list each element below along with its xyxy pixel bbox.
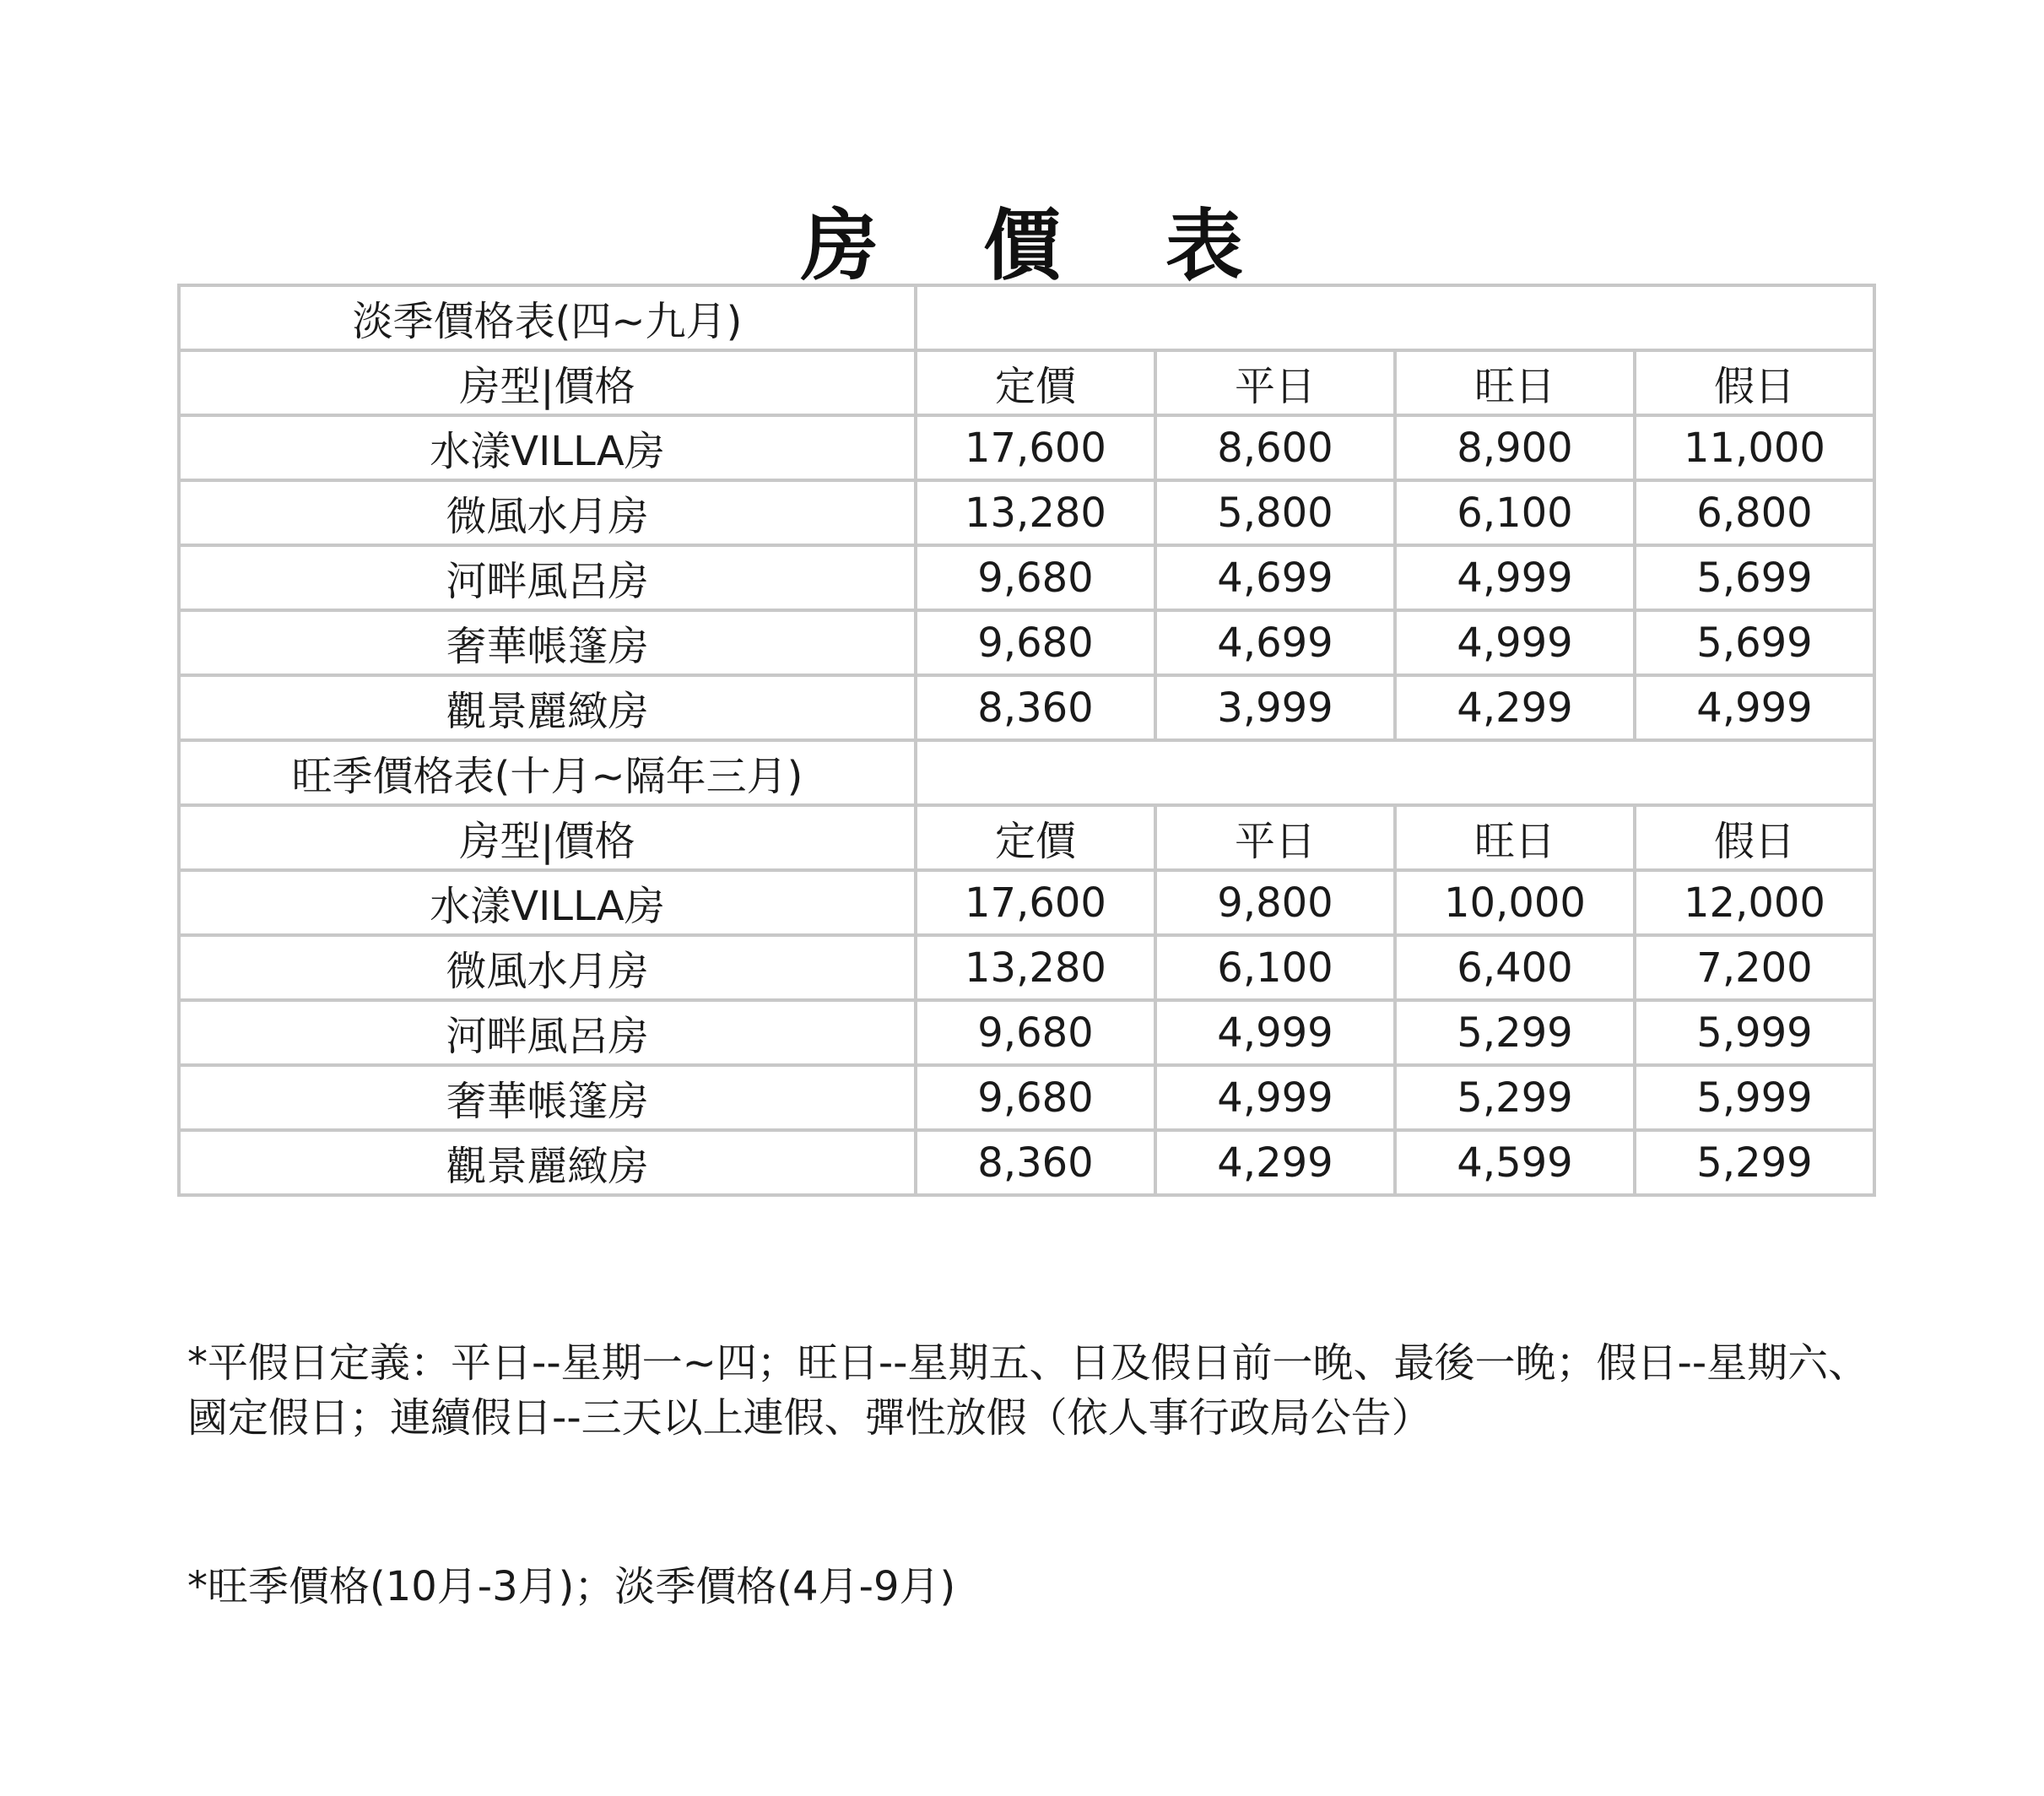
list-price: 13,280 — [916, 935, 1155, 1000]
weekday-price: 4,299 — [1155, 1130, 1395, 1195]
holiday-price: 7,200 — [1635, 935, 1874, 1000]
season-heading: 淡季價格表(四~九月) — [179, 285, 916, 350]
header-weekday: 平日 — [1155, 350, 1395, 415]
room-name: 奢華帳篷房 — [179, 610, 916, 675]
table-row — [179, 1130, 1874, 1195]
holiday-price: 5,299 — [1635, 1130, 1874, 1195]
table-row — [179, 675, 1874, 740]
table-row — [179, 1065, 1874, 1130]
weekday-price: 4,999 — [1155, 1065, 1395, 1130]
peak-day-price: 4,299 — [1395, 675, 1635, 740]
weekday-price: 4,699 — [1155, 610, 1395, 675]
header-list-price: 定價 — [916, 805, 1155, 870]
page-title: 房 價 表 — [800, 201, 1283, 291]
table-row — [179, 1000, 1874, 1065]
holiday-price: 6,800 — [1635, 480, 1874, 545]
list-price: 9,680 — [916, 1065, 1155, 1130]
price-table — [177, 284, 1876, 1197]
column-header-row — [179, 350, 1874, 415]
season-heading-blank — [916, 740, 1874, 805]
weekday-price: 6,100 — [1155, 935, 1395, 1000]
table-row — [179, 415, 1874, 480]
room-name: 觀景麗緻房 — [179, 675, 916, 740]
table-row — [179, 870, 1874, 935]
holiday-price: 5,699 — [1635, 610, 1874, 675]
table-row — [179, 545, 1874, 610]
season-heading-row — [179, 740, 1874, 805]
header-holiday: 假日 — [1635, 805, 1874, 870]
season-heading-blank — [916, 285, 1874, 350]
list-price: 8,360 — [916, 1130, 1155, 1195]
peak-day-price: 6,100 — [1395, 480, 1635, 545]
weekday-price: 3,999 — [1155, 675, 1395, 740]
holiday-price: 11,000 — [1635, 415, 1874, 480]
room-name: 觀景麗緻房 — [179, 1130, 916, 1195]
peak-day-price: 4,999 — [1395, 545, 1635, 610]
season-heading: 旺季價格表(十月~隔年三月) — [179, 740, 916, 805]
peak-day-price: 8,900 — [1395, 415, 1635, 480]
list-price: 13,280 — [916, 480, 1155, 545]
weekday-price: 5,800 — [1155, 480, 1395, 545]
room-name: 微風水月房 — [179, 480, 916, 545]
holiday-price: 5,699 — [1635, 545, 1874, 610]
holiday-price: 5,999 — [1635, 1065, 1874, 1130]
room-name: 水漾VILLA房 — [179, 415, 916, 480]
header-peak-day: 旺日 — [1395, 350, 1635, 415]
holiday-price: 4,999 — [1635, 675, 1874, 740]
note-season-months: *旺季價格(10月-3月)；淡季價格(4月-9月) — [187, 1563, 956, 1610]
list-price: 17,600 — [916, 415, 1155, 480]
header-holiday: 假日 — [1635, 350, 1874, 415]
season-heading-row — [179, 285, 1874, 350]
holiday-price: 12,000 — [1635, 870, 1874, 935]
list-price: 9,680 — [916, 1000, 1155, 1065]
room-name: 奢華帳篷房 — [179, 1065, 916, 1130]
peak-day-price: 6,400 — [1395, 935, 1635, 1000]
peak-day-price: 4,999 — [1395, 610, 1635, 675]
peak-day-price: 5,299 — [1395, 1000, 1635, 1065]
table-row — [179, 935, 1874, 1000]
header-room-type: 房型|價格 — [179, 805, 916, 870]
header-list-price: 定價 — [916, 350, 1155, 415]
peak-day-price: 4,599 — [1395, 1130, 1635, 1195]
header-weekday: 平日 — [1155, 805, 1395, 870]
room-name: 河畔風呂房 — [179, 1000, 916, 1065]
list-price: 9,680 — [916, 610, 1155, 675]
note-day-definition: *平假日定義：平日--星期一~四；旺日--星期五、日及假日前一晚、最後一晚；假日--星期六、國定假日；連續假日--三天以上連假、彈性放假（依人事行政局公告） — [187, 1339, 1869, 1442]
room-name: 河畔風呂房 — [179, 545, 916, 610]
header-room-type: 房型|價格 — [179, 350, 916, 415]
room-name: 微風水月房 — [179, 935, 916, 1000]
table-row — [179, 480, 1874, 545]
list-price: 9,680 — [916, 545, 1155, 610]
weekday-price: 8,600 — [1155, 415, 1395, 480]
weekday-price: 9,800 — [1155, 870, 1395, 935]
list-price: 17,600 — [916, 870, 1155, 935]
header-peak-day: 旺日 — [1395, 805, 1635, 870]
room-name: 水漾VILLA房 — [179, 870, 916, 935]
list-price: 8,360 — [916, 675, 1155, 740]
holiday-price: 5,999 — [1635, 1000, 1874, 1065]
weekday-price: 4,699 — [1155, 545, 1395, 610]
column-header-row — [179, 805, 1874, 870]
peak-day-price: 5,299 — [1395, 1065, 1635, 1130]
weekday-price: 4,999 — [1155, 1000, 1395, 1065]
peak-day-price: 10,000 — [1395, 870, 1635, 935]
table-row — [179, 610, 1874, 675]
